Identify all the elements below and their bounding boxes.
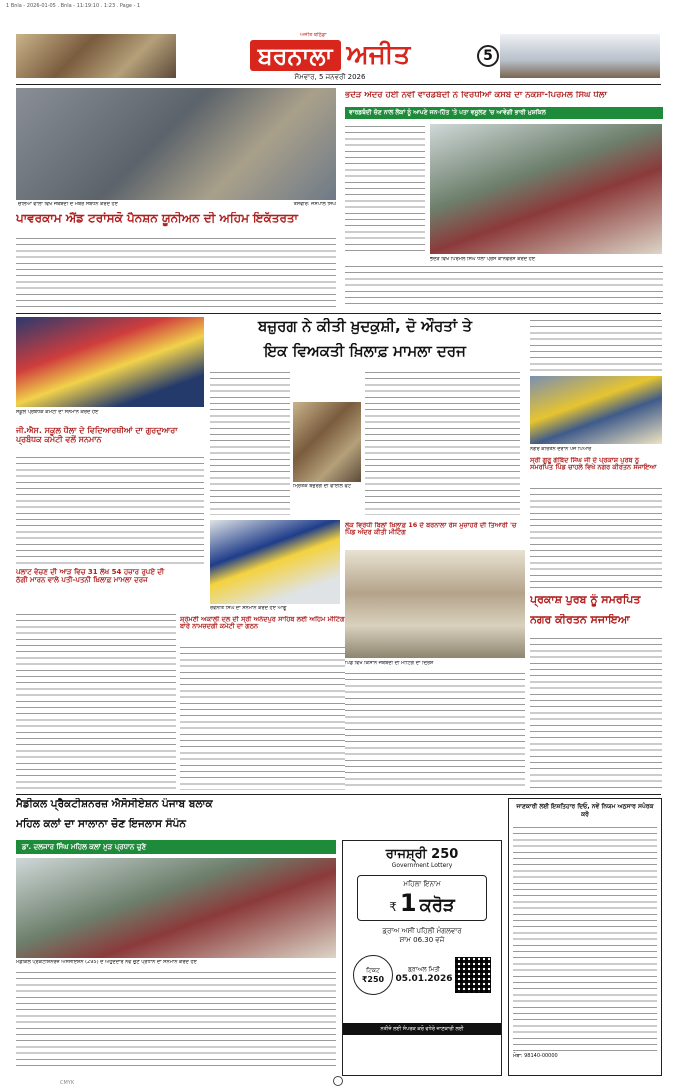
headline-akali-dal: ਸ਼੍ਰੋਮਣੀ ਅਕਾਲੀ ਦਲ ਦੀ ਸ੍ਰੀ ਅਨੰਦਪੁਰ ਸਾਹਿਬ ਲਈ ਅਹਿਮ ਮੀਟਿੰਗ ਬਾਰੇ ਨਾਮਜ਼ਦਗੀ ਕਮੇਟੀ ਦਾ ਗਠਨ bbox=[180, 616, 345, 631]
body-school-honour bbox=[16, 455, 204, 565]
headline-medical-line1: ਮੈਡੀਕਲ ਪ੍ਰੈਕਟੀਸ਼ਨਰਜ਼ ਐਸੋਸੀਏਸ਼ਨ ਪੰਜਾਬ ਬਲਾਕ bbox=[16, 798, 213, 810]
photo-nagar-kirtan-chahle bbox=[530, 376, 662, 444]
photo-bills-meeting bbox=[345, 550, 525, 658]
masthead-paper: ਅਜੀਤ bbox=[346, 40, 411, 70]
lottery-ticket-label: ਟਿਕਟ bbox=[366, 966, 380, 974]
body-akali-dal bbox=[180, 645, 345, 790]
body-pension-union bbox=[16, 236, 336, 312]
caption-pension-union: ਚੌਲਿਆਂ ਵਾਲਾ ਵਿਖੇ ਜਥੇਬੰਦੀ ਦੇ ਮੈਂਬਰ ਸੰਬੋਧਨ ਕਰਦੇ ਹੋਏ bbox=[18, 202, 118, 207]
body-plot-fraud bbox=[16, 612, 176, 790]
body-bhadaur-ward-2 bbox=[345, 264, 663, 308]
headline-bills-meeting: ਲੋਕ ਵਿਰੋਧੀ ਬਿਲਾਂ ਖ਼ਿਲਾਫ਼ 16 ਦੇ ਬਰਨਾਲਾ ਰੋਸ ਮੁਜ਼ਾਹਰੇ ਦੀ ਤਿਆਰੀ 'ਚ ਪਿੰਡ ਅੰਦਰ ਕੀਤੀ ਮੀਟਿੰਗ bbox=[345, 522, 517, 537]
lottery-draw-date-label: ਡ੍ਰਾਅਲ ਮਿਤੀ bbox=[408, 966, 440, 973]
masthead-city: ਬਰਨਾਲਾ bbox=[250, 40, 341, 71]
headline-medical-line2: ਮਹਿਲ ਕਲਾਂ ਦਾ ਸਾਲਾਨਾ ਚੋਣ ਇਜਲਾਸ ਸੰਪੰਨ bbox=[16, 818, 186, 830]
masthead-right-photo bbox=[500, 34, 660, 78]
photo-bhadaur-ward bbox=[430, 124, 662, 254]
page-number: 5 bbox=[477, 45, 499, 67]
print-line: 1 Bnla - 2026-01-05 . Bnla - 11:19:10 . 1:23 . Page - 1 bbox=[6, 3, 141, 9]
caption-medical: ਮੈਡੀਕਲ ਪ੍ਰੈਕਟੀਸ਼ਨਰਜ਼ ਐਸੋਸੀਏਸ਼ਨ (295) ਦੇ ਅਹੁਦੇਦਾਰ ਨਵੇਂ ਚੁਣੇ ਪ੍ਰਧਾਨ ਦਾ ਸਨਮਾਨ ਕਰਦੇ ਹੋਏ bbox=[16, 960, 197, 965]
body-bills-meeting bbox=[345, 671, 525, 790]
caption-bills-meeting: ਪਿੰਡ ਵਿਖੇ ਕਿਸਾਨ ਜਥੇਬੰਦੀ ਦੀ ਮੀਟਿੰਗ ਦਾ ਦ੍ਰਿਸ਼ bbox=[345, 661, 434, 666]
headline-prakash-purab-line1: ਪ੍ਰਕਾਸ਼ ਪੁਰਬ ਨੂੰ ਸਮਰਪਿਤ bbox=[530, 594, 641, 606]
lottery-draw-line1: ਡ੍ਰਾਅ ਅਸੀਂ ਪਹਿਲੀ ਮੰਗਲਵਾਰ bbox=[382, 927, 462, 935]
headline-nagar-kirtan-chahle: ਸ੍ਰੀ ਗੁਰੂ ਗੋਬਿੰਦ ਸਿੰਘ ਜੀ ਦੇ ਪ੍ਰਕਾਸ਼ ਪੁਰਬ ਨੂੰ ਸਮਰਪਿਤ ਪਿੰਡ ਚਾਹਲੇ ਵਿਖੇ ਨਗਰ ਕੀਰਤਨ ਸਜਾਇਆ bbox=[530, 457, 657, 472]
notice-text: ਜਾਣਕਾਰੀ ਲਈ ਇਸ਼ਤਿਹਾਰ ਦਿਓ, ਨਵੇਂ ਨਿਯਮ ਅਨੁਸਾਰ ਸਪੰਰਕ ਕਰੋ bbox=[516, 803, 654, 818]
headline-prakash-purab-line2: ਨਗਰ ਕੀਰਤਨ ਸਜਾਇਆ bbox=[530, 614, 630, 626]
body-medical bbox=[16, 970, 336, 1070]
headline-pension-union: ਪਾਵਰਕਾਮ ਐਂਡ ਟਰਾਂਸਕੋ ਪੈਨਸ਼ਨ ਯੂਨੀਅਨ ਦੀ ਅਹਿਮ ਇਕੱਤਰਤਾ bbox=[16, 212, 298, 225]
subhead-medical: ਡਾ. ਦਲਜਾਰ ਸਿੰਘ ਮਹਿਲ ਕਲਾਂ ਮੁੜ ਪ੍ਰਧਾਨ ਚੁਣੇ bbox=[16, 840, 336, 854]
lottery-brand-sub: Government Lottery bbox=[391, 862, 453, 869]
masthead-left-photo bbox=[16, 34, 176, 78]
headline-bhadaur-ward: ਭਦੌੜ ਅੰਦਰ ਹੋਈ ਨਵੀਂ ਵਾਰਡਬੰਦੀ ਨੇ ਵਿਰੋਧੀਆਂ ਕਸਬੇ ਦਾ ਨਕਸ਼ਾ-ਪਿਰਮਲ ਸਿੰਘ ਧੌਲਾ bbox=[345, 91, 607, 100]
masthead-title bbox=[190, 40, 470, 71]
masthead bbox=[190, 40, 470, 80]
lottery-brand: ਰਾਜਸ਼੍ਰੀ 250 bbox=[385, 847, 459, 862]
masthead-rule bbox=[16, 84, 661, 85]
headline-suicide-line2: ਇਕ ਵਿਅਕਤੀ ਖ਼ਿਲਾਫ਼ ਮਾਮਲਾ ਦਰਜ bbox=[264, 343, 466, 360]
registration-mark-icon bbox=[333, 1076, 343, 1086]
caption-suicide: ਮ੍ਰਿਤਕ ਬਜ਼ੁਰਗ ਦੀ ਫਾਈਲ ਫੋਟੋ bbox=[293, 484, 351, 489]
notice-footer: ਮੋਬਾ: 98140-00000 bbox=[513, 1053, 558, 1059]
lottery-ticket-badge bbox=[353, 955, 393, 995]
body-suicide-2 bbox=[365, 370, 520, 515]
notice-box bbox=[508, 798, 662, 1076]
photo-medical bbox=[16, 858, 336, 958]
credit-pension-union: ਤਸਵੀਰ: ਜਸਪਾਲ ਸਿੰਘ bbox=[293, 202, 336, 207]
qr-code-icon bbox=[455, 957, 491, 993]
lottery-footer: ਨਤੀਜੇ ਲਈ ਸੰਪਰਕ ਕਰੋ ਵਧੇਰੇ ਜਾਣਕਾਰੀ ਲਈ bbox=[343, 1023, 501, 1035]
lottery-prize-symbol: ₹ bbox=[389, 899, 397, 914]
body-bhadaur-ward bbox=[345, 124, 425, 254]
body-prakash-purab bbox=[530, 636, 662, 790]
lottery-ticket-price: ₹250 bbox=[361, 974, 385, 984]
body-column-right bbox=[530, 318, 662, 372]
masthead-tagline: ਅਜੀਤ ਬਠਿੰਡਾ bbox=[300, 32, 327, 38]
caption-akali-dal: ਰਵਨੀਤ ਸਿੰਘ ਦਾ ਸਨਮਾਨ ਕਰਦੇ ਹੋਏ ਆਗੂ bbox=[210, 606, 287, 611]
divider-top bbox=[16, 313, 661, 314]
lottery-prize-label: ਮਹਿਲਾ ਇਨਾਮ bbox=[403, 879, 441, 888]
footer-marks: CMYK bbox=[60, 1080, 75, 1086]
divider-bottom bbox=[16, 794, 661, 795]
caption-bhadaur-ward: ਭਦੌੜ ਵਿਖੇ ਪਿਰਮਲ ਸਿੰਘ ਧੌਲਾ ਪ੍ਰੈੱਸ ਕਾਨਫਰੰਸ ਕਰਦੇ ਹੋਏ bbox=[430, 257, 536, 262]
lottery-draw-date: 05.01.2026 bbox=[395, 974, 453, 984]
headline-plot-fraud: ਪਲਾਟ ਵੇਚਣ ਦੀ ਆੜ ਵਿਚ 31 ਲੱਖ 54 ਹਜ਼ਾਰ ਰੁਪਏ ਦੀ ਠੱਗੀ ਮਾਰਨ ਵਾਲੇ ਪਤੀ-ਪਤਨੀ ਖ਼ਿਲਾਫ਼ ਮਾਮਲਾ ਦਰਜ bbox=[16, 568, 165, 585]
masthead-date: ਸੋਮਵਾਰ, 5 ਜਨਵਰੀ 2026 bbox=[294, 73, 366, 80]
lottery-ad bbox=[342, 840, 502, 1076]
lottery-prize-amount: 1 bbox=[399, 888, 417, 917]
subhead-bhadaur-ward: ਵਾਰਡਬੰਦੀ ਚੋਣ ਨਾਲ ਲੋਕਾਂ ਨੂੰ ਆਪਣੇ ਜਨ-ਹਿੱਤ 'ਤੇ ਪਤਾ ਵਸੂਲਣ 'ਚ ਆਵੇਗੀ ਭਾਰੀ ਮੁਸ਼ਕਿਲ bbox=[345, 107, 663, 119]
headline-suicide-line1: ਬਜ਼ੁਰਗ ਨੇ ਕੀਤੀ ਖ਼ੁਦਕੁਸ਼ੀ, ਦੋ ਔਰਤਾਂ ਤੇ bbox=[258, 318, 472, 335]
photo-pension-union bbox=[16, 88, 336, 200]
photo-suicide bbox=[293, 402, 361, 482]
lottery-prize-unit: ਕਰੋੜ bbox=[419, 894, 455, 916]
body-nagar-kirtan-chahle bbox=[530, 486, 662, 590]
lottery-draw-line2: ਸ਼ਾਮ 06.30 ਵਜੇ bbox=[399, 936, 445, 944]
photo-akali-dal bbox=[210, 520, 340, 604]
photo-school-honour bbox=[16, 317, 204, 407]
caption-school-honour: ਸਕੂਲ ਪ੍ਰਬੰਧਕ ਕਮੇਟੀ ਦਾ ਸਨਮਾਨ ਕਰਦੇ ਹੋਏ bbox=[16, 410, 99, 415]
caption-nagar-kirtan-chahle: ਨਗਰ ਕੀਰਤਨ ਦੌਰਾਨ ਪੰਜ ਪਿਆਰੇ bbox=[530, 447, 592, 452]
body-suicide-1 bbox=[210, 370, 290, 515]
headline-school-honour: ਜੀ.ਐਸ. ਸਕੂਲ ਧੌਲਾ ਦੇ ਵਿਦਿਆਰਥੀਆਂ ਦਾ ਗੁਰਦੁਆਰਾ ਪ੍ਰਬੰਧਕ ਕਮੇਟੀ ਵਲੋਂ ਸਨਮਾਨ bbox=[16, 426, 178, 445]
